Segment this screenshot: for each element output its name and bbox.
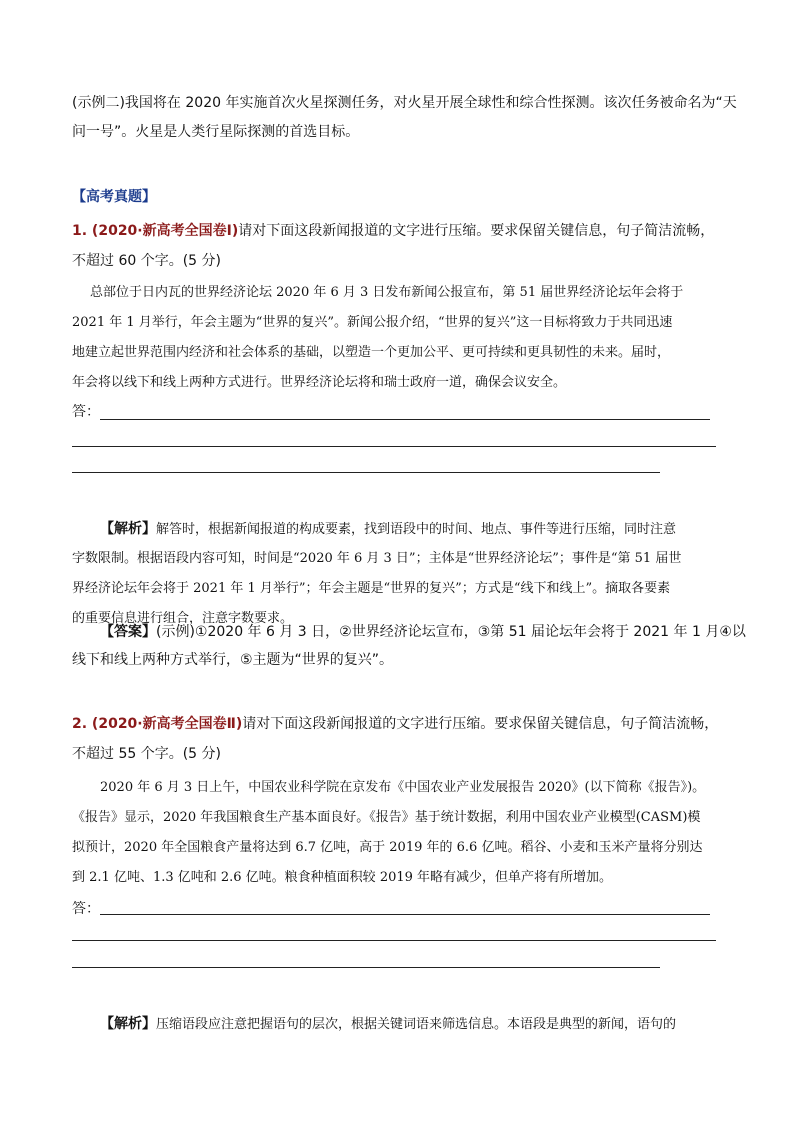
q2-passage-line-3: 拟预计，2020 年全国粮食产量将达到 6.7 亿吨，高于 2019 年的 6.6 亿吨。稻谷、小麦和玉米产量将分别达: [72, 840, 703, 855]
q2-answer-line-1[interactable]: [100, 914, 710, 915]
section-title: 【高考真题】: [72, 189, 156, 205]
q1-analysis-line-3: 界经济论坛年会将于 2021 年 1 月举行”；年会主题是“世界的复兴”；方式是“线下和线上”。摘取各要素: [72, 581, 671, 596]
q1-passage-line-1: 总部位于日内瓦的世界经济论坛 2020 年 6 月 3 日发布新闻公报宣布，第 51 届世界经济论坛年会将于: [90, 285, 684, 300]
q1-answer-line-1[interactable]: [100, 419, 710, 420]
q2-prompt-line-1: [72, 714, 718, 734]
q1-analysis-label: 【解析】: [100, 521, 156, 537]
q2-passage-line-4: 到 2.1 亿吨、1.3 亿吨和 2.6 亿吨。粮食种植面积较 2019 年略有减少，但单产将有所增加。: [72, 870, 613, 885]
q2-answer-line-2[interactable]: [72, 940, 716, 941]
q1-key-text: (示例)①2020 年 6 月 3 日，②世界经济论坛宣布，③第 51 届论坛年会将于 2021 年 1 月④以: [156, 624, 746, 640]
q2-passage-line-2: 《报告》显示，2020 年我国粮食生产基本面良好。《报告》基于统计数据，利用中国农业产业模型(CASM)模: [72, 810, 701, 825]
q1-answer-line-2[interactable]: [72, 446, 716, 447]
q2-source-tag: 2. (2020·新高考全国卷Ⅱ): [72, 716, 243, 732]
q1-passage-line-2: 2021 年 1 月举行，年会主题为“世界的复兴”。新闻公报介绍，“世界的复兴”这一目标将致力于共同迅速: [72, 315, 673, 330]
q2-analysis-label: 【解析】: [100, 1016, 156, 1032]
q2-answer-line-3[interactable]: [72, 967, 660, 968]
q1-analysis-line-4: 的重要信息进行组合，注意字数要求。: [72, 611, 294, 626]
q1-analysis-text: 解答时，根据新闻报道的构成要素，找到语段中的时间、地点、事件等进行压缩，同时注意: [156, 522, 677, 537]
q2-passage-line-1: 2020 年 6 月 3 日上午，中国农业科学院在京发布《中国农业产业发展报告 2020》(以下简称《报告》)。: [100, 780, 706, 795]
q1-source-tag: 1. (2020·新高考全国卷Ⅰ): [72, 223, 239, 239]
q1-prompt-text: 请对下面这段新闻报道的文字进行压缩。要求保留关键信息，句子简洁流畅，: [238, 223, 715, 239]
q2-prompt-text: 请对下面这段新闻报道的文字进行压缩。要求保留关键信息，句子简洁流畅，: [242, 716, 719, 732]
example2-line-2: 问一号”。火星是人类行星际探测的首选目标。: [72, 124, 360, 140]
q1-answer-line-3[interactable]: [72, 472, 660, 473]
q2-answer-label: 答：: [72, 901, 100, 917]
q1-key-line-2: 线下和线上两种方式举行，⑤主题为“世界的复兴”。: [72, 652, 394, 668]
q1-analysis-line-2: 字数限制。根据语段内容可知，时间是“2020 年 6 月 3 日”；主体是“世界经济论坛”；事件是“第 51 届世: [72, 551, 682, 566]
q1-answer-label: 答：: [72, 404, 100, 420]
q2-analysis-text: 压缩语段应注意把握语句的层次，根据关键词语来筛选信息。本语段是典型的新闻，语句的: [156, 1017, 677, 1032]
q2-prompt-line-2: 不超过 55 个字。(5 分): [72, 746, 221, 762]
q1-key-line-1: [100, 622, 746, 642]
q1-prompt-line-2: 不超过 60 个字。(5 分): [72, 253, 221, 269]
q2-analysis-line-1: [100, 1014, 676, 1035]
q1-analysis-line-1: [100, 519, 676, 540]
q1-prompt-line-1: [72, 221, 714, 241]
q1-key-label: 【答案】: [100, 624, 156, 640]
example2-line-1: (示例二)我国将在 2020 年实施首次火星探测任务，对火星开展全球性和综合性探测。该次任务被命名为“天: [72, 95, 737, 111]
q1-passage-line-4: 年会将以线下和线上两种方式进行。世界经济论坛将和瑞士政府一道，确保会议安全。: [72, 375, 567, 390]
q1-passage-line-3: 地建立起世界范围内经济和社会体系的基础，以塑造一个更加公平、更可持续和更具韧性的未来。届时，: [72, 345, 671, 360]
